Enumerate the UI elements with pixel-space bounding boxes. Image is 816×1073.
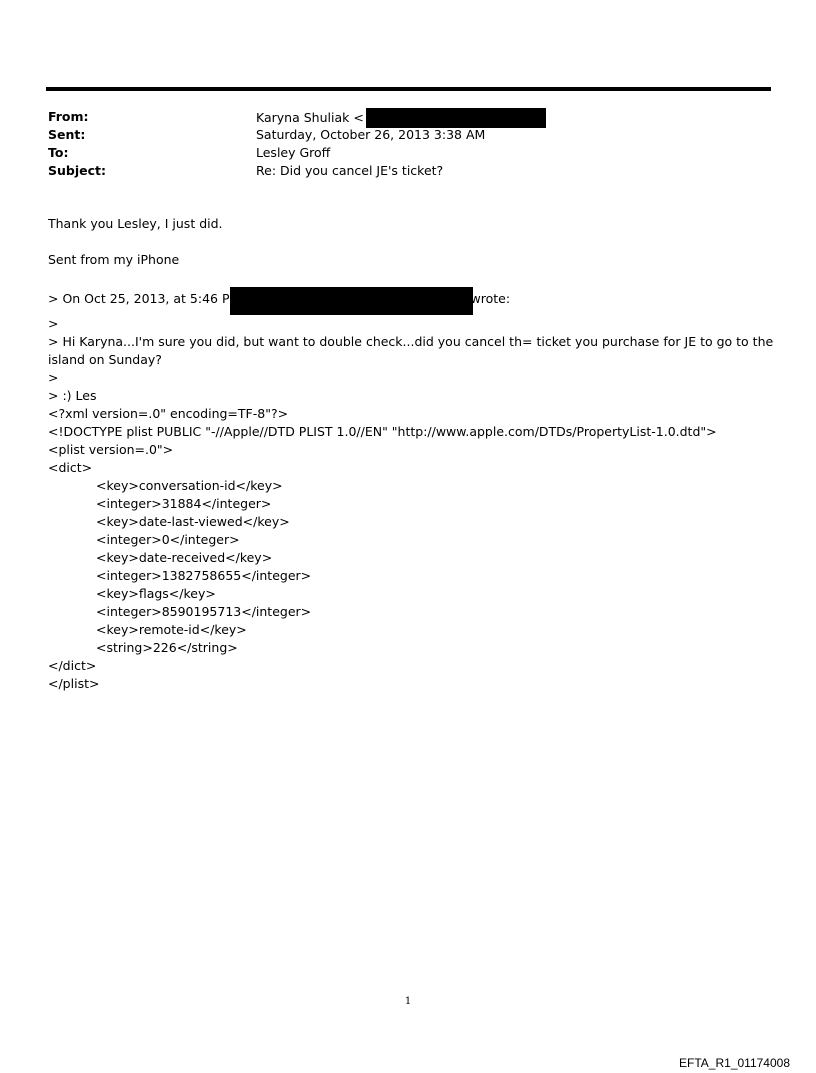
to-label: To:: [48, 145, 69, 160]
from-label: From:: [48, 109, 89, 124]
quote-header: [48, 287, 778, 315]
to-value: Lesley Groff: [256, 145, 331, 160]
quote-signoff: > :) Les: [48, 388, 97, 403]
page-number: 1: [404, 996, 412, 1007]
sent-row: [48, 126, 748, 144]
plist-entry: <integer>1382758655</integer>: [96, 568, 312, 583]
plist-entry: <key>flags</key>: [96, 586, 216, 601]
email-body: [48, 215, 778, 693]
plist-entry: <key>conversation-id</key>: [96, 478, 283, 493]
from-value: [256, 108, 546, 128]
to-row: [48, 144, 748, 162]
sent-label: Sent:: [48, 127, 86, 142]
plist-doctype: <!DOCTYPE plist PUBLIC "-//Apple//DTD PLIST 1.0//EN" "http://www.apple.com/DTDs/PropertyList-1.0.dtd">: [48, 424, 717, 439]
dict-close-tag: </dict>: [48, 658, 97, 673]
plist-entry: <key>date-last-viewed</key>: [96, 514, 290, 529]
from-row: [48, 108, 748, 126]
reply-line: Thank you Lesley, I just did.: [48, 216, 223, 231]
subject-value: Re: Did you cancel JE's ticket?: [256, 163, 444, 178]
redaction-bar: [366, 108, 546, 128]
plist-entry: <key>date-received</key>: [96, 550, 273, 565]
plist-open-tag: <plist version=.0">: [48, 442, 174, 457]
dict-open-tag: <dict>: [48, 460, 93, 475]
plist-entry: <string>226</string>: [96, 640, 238, 655]
quote-message: > Hi Karyna...I'm sure you did, but want to double check...did you cancel th= ticket you purchase for JE to go to the island on Sunday?: [48, 334, 778, 367]
from-sender-name: Karyna Shuliak <: [256, 110, 364, 125]
sent-value: Saturday, October 26, 2013 3:38 AM: [256, 127, 486, 142]
email-header: [48, 108, 748, 180]
document-id: EFTA_R1_01174008: [679, 1056, 790, 1070]
signature-line: Sent from my iPhone: [48, 252, 180, 267]
plist-entry: <integer>31884</integer>: [96, 496, 272, 511]
plist-entry: <key>remote-id</key>: [96, 622, 247, 637]
plist-entry: <integer>8590195713</integer>: [96, 604, 312, 619]
redaction-bar: [230, 287, 473, 315]
plist-entry: <integer>0</integer>: [96, 532, 240, 547]
subject-label: Subject:: [48, 163, 106, 178]
subject-row: [48, 162, 748, 180]
quote-header-end: wrote:: [470, 291, 511, 306]
quote-blank-line: >: [48, 370, 59, 385]
plist-close-tag: </plist>: [48, 676, 100, 691]
quote-header-start: > On Oct 25, 2013, at 5:46 P: [48, 291, 230, 306]
quote-blank-line: >: [48, 316, 59, 331]
plist-xml-declaration: <?xml version=.0" encoding=TF-8"?>: [48, 406, 289, 421]
header-divider: [46, 87, 771, 91]
